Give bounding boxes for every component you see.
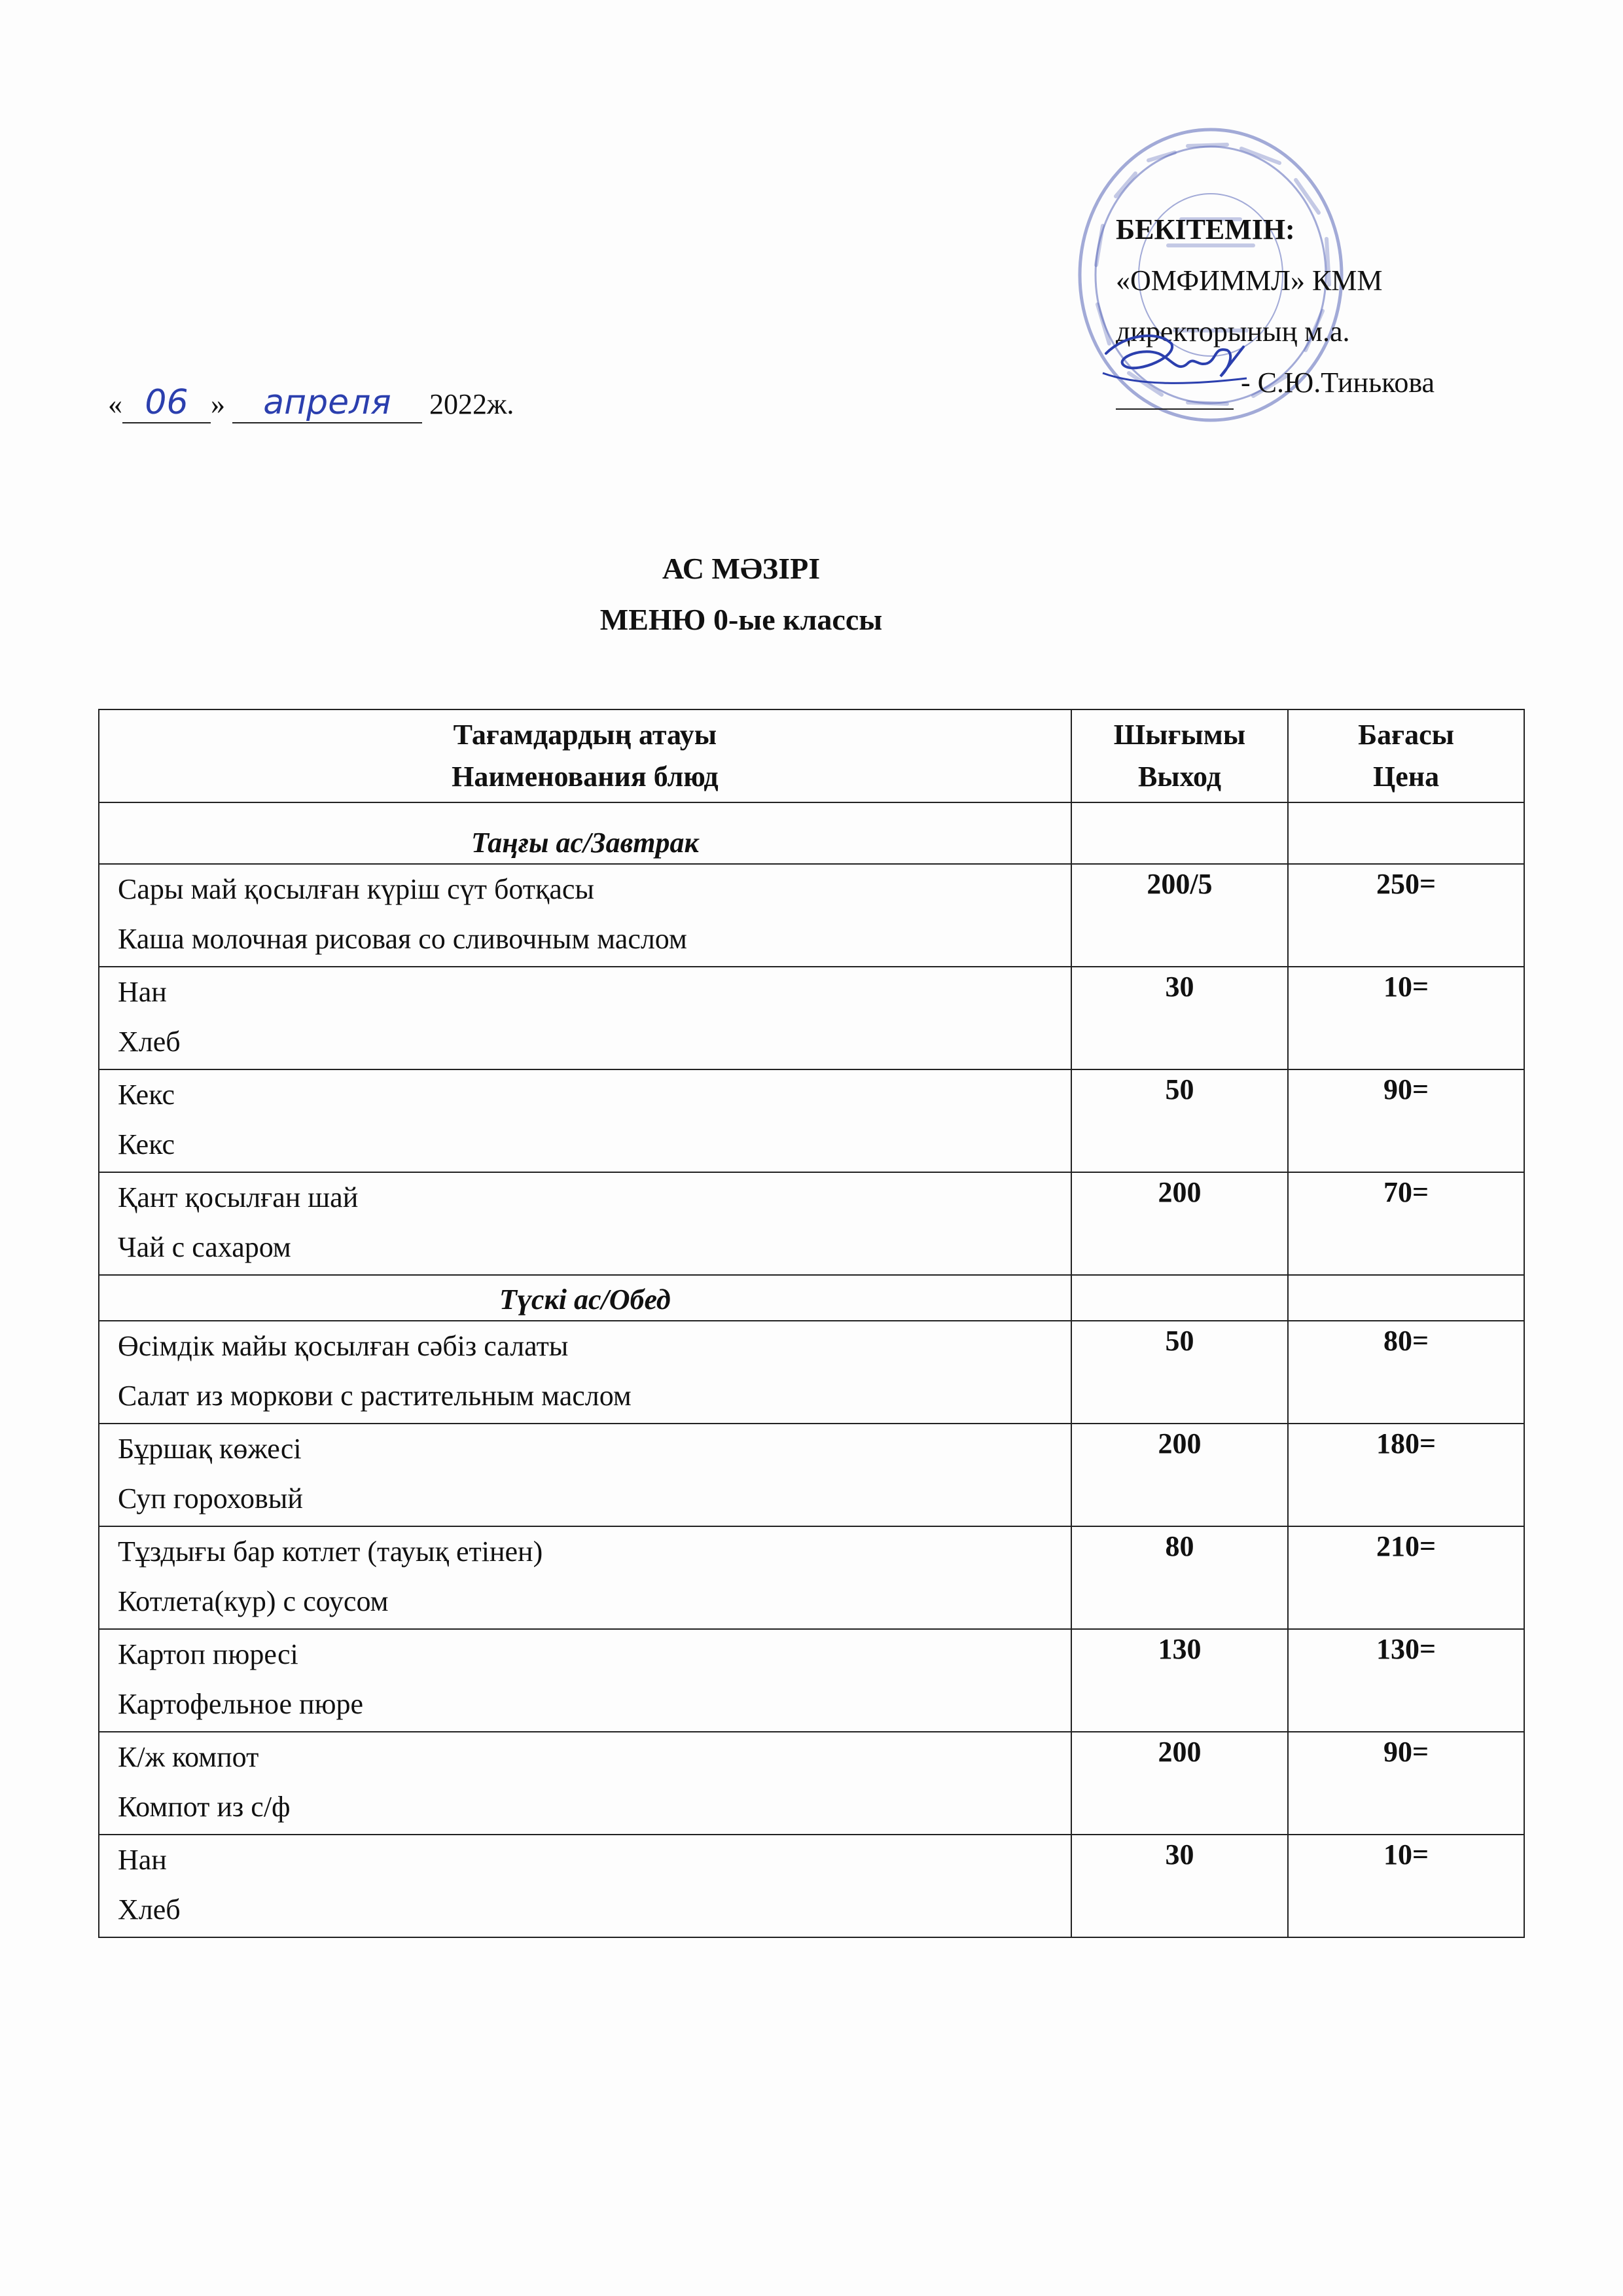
dish-name-cell: [99, 1069, 1071, 1172]
dish-name-kz: Кекс: [118, 1079, 175, 1111]
table-row: [99, 1424, 1524, 1526]
table-row: [99, 1629, 1524, 1732]
dish-yield: 50: [1071, 1321, 1288, 1424]
dish-price: 250=: [1288, 864, 1524, 967]
dish-name-ru: Суп гороховый: [118, 1482, 303, 1515]
dish-price: 10=: [1288, 967, 1524, 1069]
dish-price: 210=: [1288, 1526, 1524, 1629]
dish-yield: 200: [1071, 1732, 1288, 1835]
dish-price: 80=: [1288, 1321, 1524, 1424]
header-price-kz: Бағасы: [1358, 719, 1455, 751]
header-yield-kz: Шығымы: [1113, 719, 1246, 751]
section-name: Таңғы ас/Завтрак: [99, 802, 1071, 864]
dish-price: 180=: [1288, 1424, 1524, 1526]
dish-name-kz: Бұршақ көжесі: [118, 1433, 302, 1465]
dish-name-cell: [99, 1629, 1071, 1732]
table-row: [99, 967, 1524, 1069]
date-day: 06: [145, 383, 188, 422]
signature-dash: -: [1241, 367, 1251, 399]
dish-price: 90=: [1288, 1069, 1524, 1172]
section-row-breakfast: [99, 802, 1524, 864]
table-header-row: [99, 709, 1524, 802]
section-row-lunch: [99, 1275, 1524, 1321]
dish-name-kz: Нан: [118, 976, 167, 1008]
dish-yield: 200: [1071, 1424, 1288, 1526]
header-dish-name-ru: Наименования блюд: [452, 761, 719, 793]
dish-name-kz: Сары май қосылған күріш сүт ботқасы: [118, 873, 594, 905]
dish-name-cell: [99, 1835, 1071, 1937]
table-row: [99, 1526, 1524, 1629]
page-title-kz: АС МӘЗІРІ: [662, 552, 821, 585]
dish-name-ru: Кекс: [118, 1128, 175, 1160]
date-open-quote: «: [108, 388, 122, 420]
approval-role: директорының м.а.: [1116, 315, 1350, 348]
dish-name-kz: Өсімдік майы қосылған сәбіз салаты: [118, 1330, 569, 1362]
dish-name-kz: Қант қосылған шай: [118, 1181, 359, 1213]
dish-name-cell: [99, 1424, 1071, 1526]
dish-name-cell: [99, 864, 1071, 967]
table-row: [99, 1172, 1524, 1275]
date-line: [108, 383, 514, 423]
dish-name-ru: Салат из моркови с растительным маслом: [118, 1380, 632, 1412]
header-price: [1288, 709, 1524, 802]
dish-name-ru: Картофельное пюре: [118, 1688, 363, 1720]
date-month: апреля: [263, 383, 391, 422]
dish-name-cell: [99, 1732, 1071, 1835]
dish-yield: 80: [1071, 1526, 1288, 1629]
header-yield-ru: Выход: [1137, 761, 1221, 793]
empty-cell: [1288, 1275, 1524, 1321]
dish-name-cell: [99, 1172, 1071, 1275]
table-row: [99, 1069, 1524, 1172]
dish-name-kz: К/ж компот: [118, 1741, 259, 1773]
dish-yield: 30: [1071, 967, 1288, 1069]
dish-name-kz: Картоп пюресі: [118, 1638, 298, 1670]
table-row: [99, 864, 1524, 967]
handwritten-signature: [1099, 327, 1250, 393]
header-dish-name: [99, 709, 1071, 802]
dish-name-cell: [99, 1321, 1071, 1424]
dish-price: 90=: [1288, 1732, 1524, 1835]
approval-heading: БЕКІТЕМІН:: [1116, 213, 1295, 245]
dish-price: 130=: [1288, 1629, 1524, 1732]
date-close-quote: »: [211, 388, 225, 420]
dish-name-ru: Компот из с/ф: [118, 1791, 291, 1823]
dish-name-ru: Котлета(кур) с соусом: [118, 1585, 389, 1617]
dish-name-ru: Каша молочная рисовая со сливочным маслом: [118, 923, 687, 955]
date-month-field: [232, 383, 422, 423]
empty-cell: [1288, 802, 1524, 864]
date-year: 2022ж.: [429, 388, 514, 420]
dish-name-cell: [99, 1526, 1071, 1629]
dish-yield: 200/5: [1071, 864, 1288, 967]
dish-name-kz: Тұздығы бар котлет (тауық етінен): [118, 1535, 543, 1568]
dish-name-ru: Хлеб: [118, 1893, 181, 1926]
dish-yield: 200: [1071, 1172, 1288, 1275]
dish-yield: 50: [1071, 1069, 1288, 1172]
dish-name-ru: Хлеб: [118, 1026, 181, 1058]
header-yield: [1071, 709, 1288, 802]
dish-price: 10=: [1288, 1835, 1524, 1937]
empty-cell: [1071, 1275, 1288, 1321]
header-price-ru: Цена: [1373, 761, 1440, 793]
table-row: [99, 1835, 1524, 1937]
page-title-ru: МЕНЮ 0-ые классы: [599, 603, 883, 636]
dish-name-ru: Чай с сахаром: [118, 1231, 291, 1263]
date-day-field: [122, 383, 211, 423]
dish-price: 70=: [1288, 1172, 1524, 1275]
dish-name-cell: [99, 967, 1071, 1069]
menu-table: [98, 709, 1525, 1938]
table-row: [99, 1321, 1524, 1424]
director-name: С.Ю.Тинькова: [1257, 367, 1435, 399]
empty-cell: [1071, 802, 1288, 864]
header-dish-name-kz: Тағамдардың атауы: [453, 719, 717, 751]
dish-yield: 30: [1071, 1835, 1288, 1937]
dish-name-kz: Нан: [118, 1844, 167, 1876]
approval-organization: «ОМФИММЛ» КММ: [1116, 264, 1383, 296]
section-name: Түскі ас/Обед: [99, 1275, 1071, 1321]
dish-yield: 130: [1071, 1629, 1288, 1732]
table-row: [99, 1732, 1524, 1835]
